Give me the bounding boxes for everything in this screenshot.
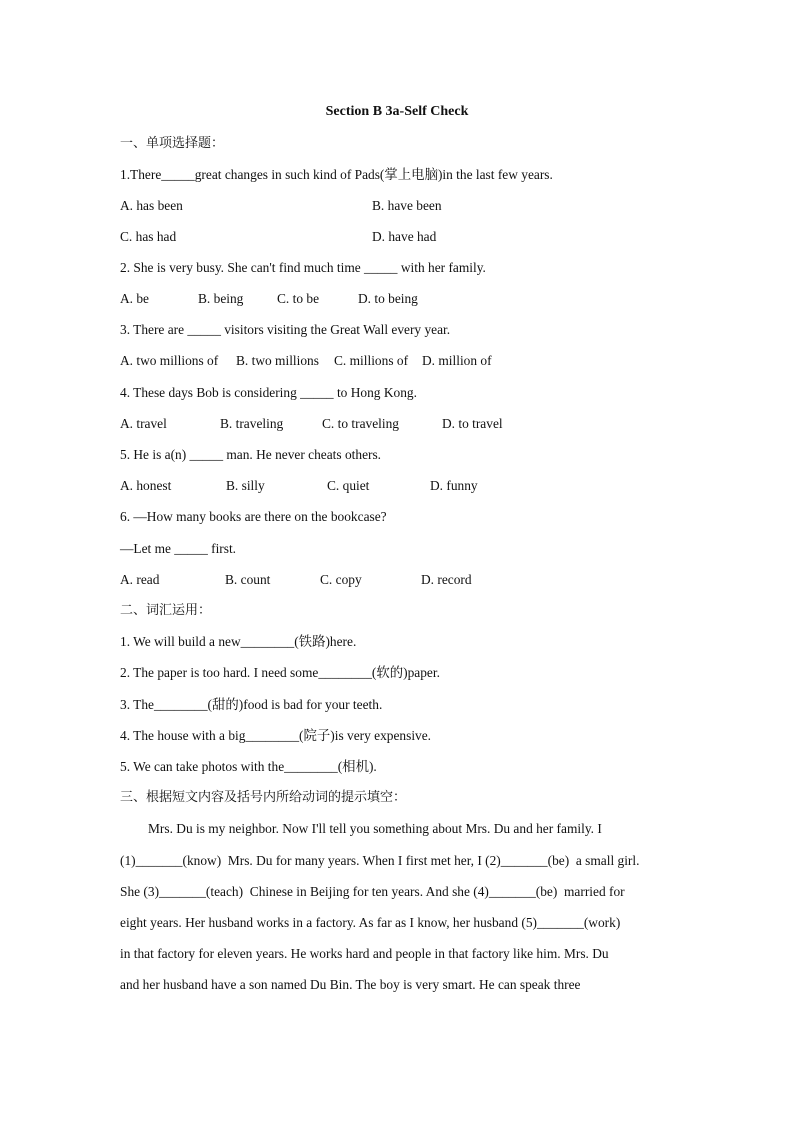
section-heading-passage: 三、根据短文内容及括号内所给动词的提示填空： <box>120 790 407 805</box>
passage-line-4: eight years. Her husband works in a factory. As far as I know, her husband (5)_______(work) <box>120 915 621 930</box>
q4-option-d: D. to travel <box>442 416 503 431</box>
question-6-stem: 6. —How many books are there on the bookcase? <box>120 509 387 524</box>
q2-option-a: A. be <box>120 291 150 306</box>
q5-option-b: B. silly <box>226 478 265 493</box>
q2-option-d: D. to being <box>358 291 418 306</box>
vocab-item-4: 4. The house with a big________(院子)is very expensive. <box>120 728 432 743</box>
q2-option-c: C. to be <box>277 291 320 306</box>
vocab-item-5: 5. We can take photos with the________(相机). <box>120 759 377 774</box>
question-4-stem: 4. These days Bob is considering _____ to Hong Kong. <box>120 385 417 400</box>
question-3-stem: 3. There are _____ visitors visiting the Great Wall every year. <box>120 322 451 337</box>
question-2-stem: 2. She is very busy. She can't find much time _____ with her family. <box>120 260 486 275</box>
q6-option-d: D. record <box>421 572 472 587</box>
vocab-item-1: 1. We will build a new________(铁路)here. <box>120 634 357 649</box>
q2-option-b: B. being <box>198 291 244 306</box>
q5-option-c: C. quiet <box>327 478 370 493</box>
q5-option-a: A. honest <box>120 478 172 493</box>
q6-option-c: C. copy <box>320 572 362 587</box>
q1-option-b: B. have been <box>372 198 442 213</box>
q6-option-b: B. count <box>225 572 271 587</box>
page-title: Section B 3a-Self Check <box>325 104 469 119</box>
q3-option-c: C. millions of <box>334 353 409 368</box>
passage-line-5: in that factory for eleven years. He works hard and people in that factory like him. Mrs. Du <box>120 946 609 961</box>
q1-option-a: A. has been <box>120 198 183 213</box>
question-5-stem: 5. He is a(n) _____ man. He never cheats others. <box>120 447 382 462</box>
passage-line-6: and her husband have a son named Du Bin. The boy is very smart. He can speak three <box>120 977 581 992</box>
q3-option-d: D. million of <box>422 353 492 368</box>
q5-option-d: D. funny <box>430 478 478 493</box>
vocab-item-3: 3. The________(甜的)food is bad for your teeth. <box>120 697 383 712</box>
q6-option-a: A. read <box>120 572 160 587</box>
q1-option-d: D. have had <box>372 229 437 244</box>
section-heading-vocabulary: 二、词汇运用： <box>120 603 212 618</box>
q4-option-b: B. traveling <box>220 416 284 431</box>
q3-option-b: B. two millions <box>236 353 319 368</box>
question-6-reply: —Let me _____ first. <box>120 541 237 556</box>
question-1-stem: 1.There_____great changes in such kind of Pads(掌上电脑)in the last few years. <box>120 167 553 182</box>
vocab-item-2: 2. The paper is too hard. I need some________(软的)paper. <box>120 665 440 680</box>
passage-line-1: Mrs. Du is my neighbor. Now I'll tell you something about Mrs. Du and her family. I <box>148 821 602 836</box>
q3-option-a: A. two millions of <box>120 353 219 368</box>
q4-option-a: A. travel <box>120 416 167 431</box>
section-heading-choice: 一、单项选择题： <box>120 136 225 151</box>
q4-option-c: C. to traveling <box>322 416 399 431</box>
passage-line-3: She (3)_______(teach) Chinese in Beijing for ten years. And she (4)_______(be) married for <box>120 884 625 899</box>
q1-option-c: C. has had <box>120 229 177 244</box>
passage-line-2: (1)_______(know) Mrs. Du for many years. When I first met her, I (2)_______(be) a small girl. <box>120 853 640 868</box>
